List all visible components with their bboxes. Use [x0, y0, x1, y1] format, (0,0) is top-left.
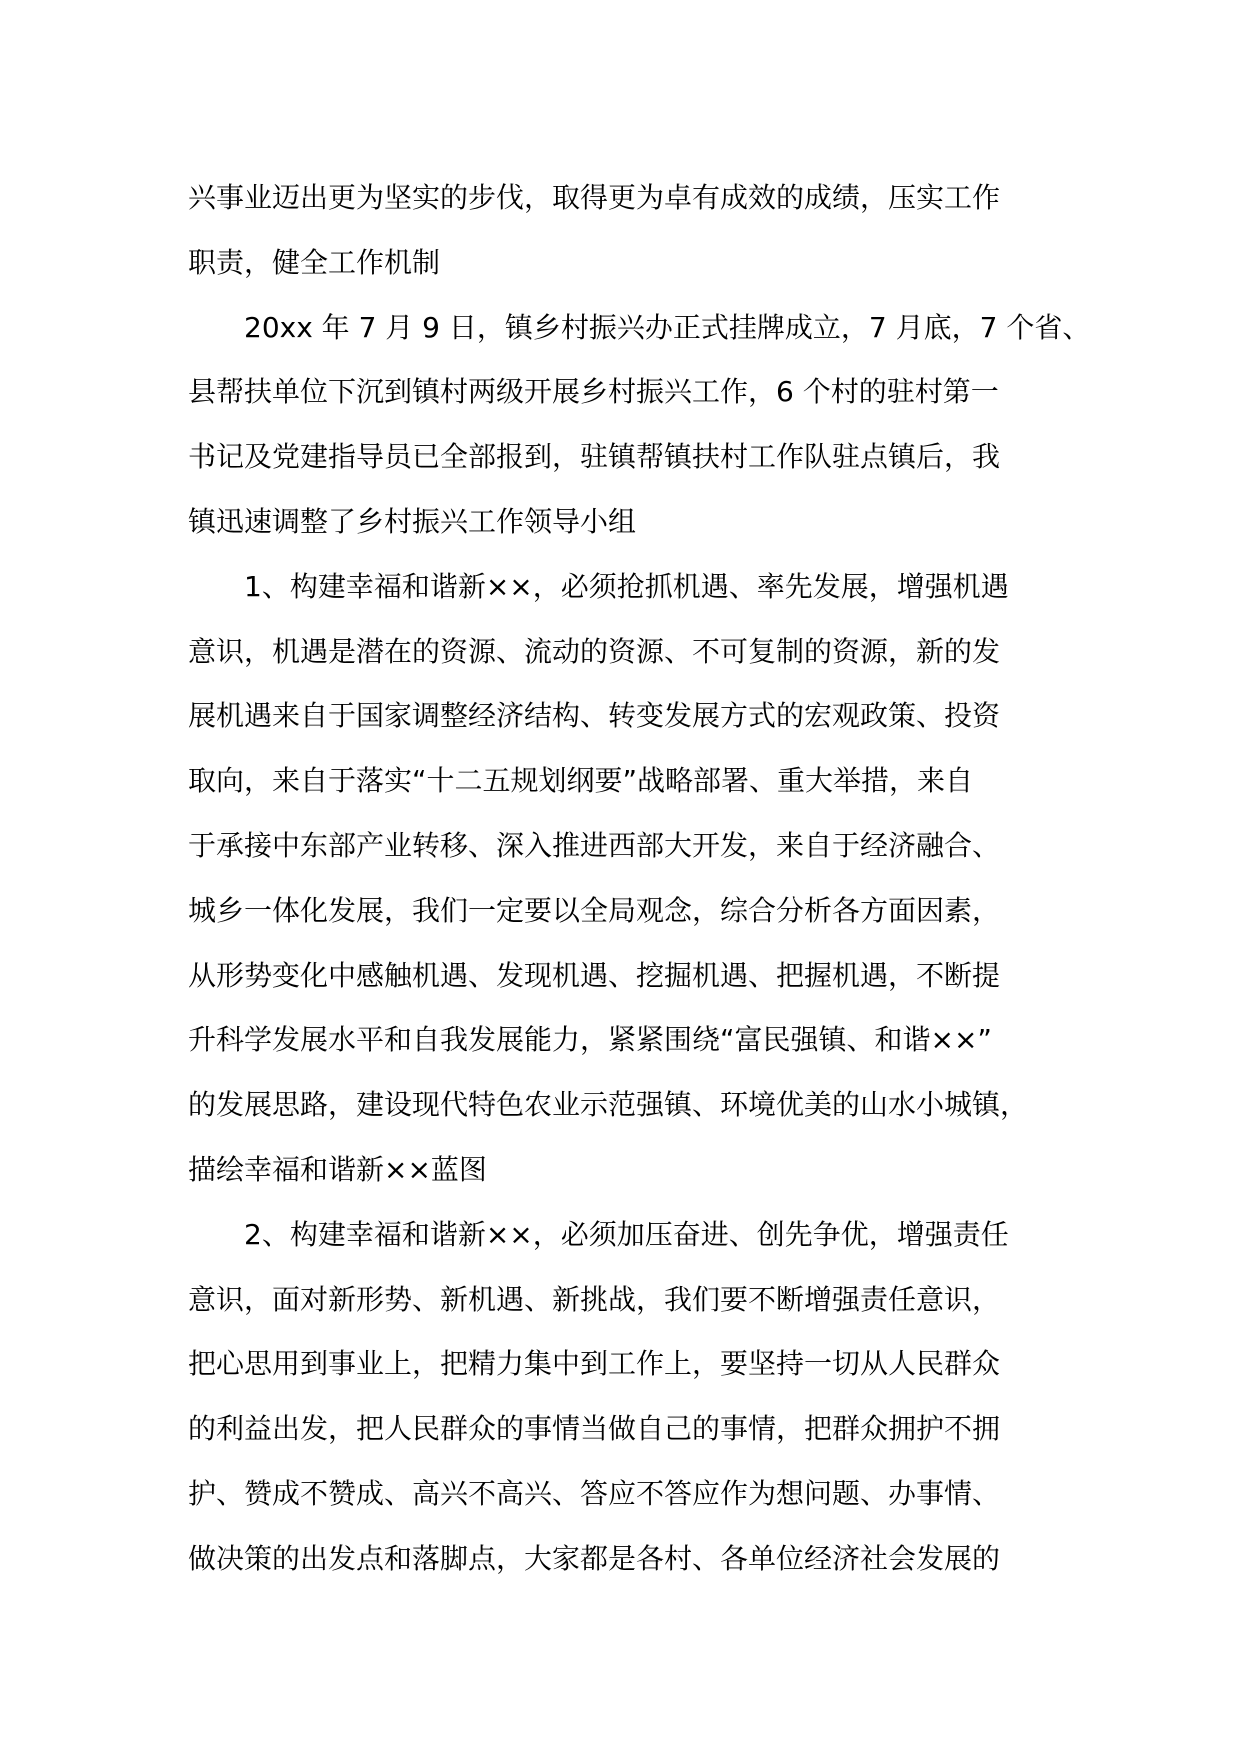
paragraph-4	[188, 1203, 1088, 1592]
text-line: 取向，来自于落实“十二五规划纲要”战略部署、重大举措，来自	[188, 764, 974, 798]
paragraph-3	[188, 555, 1088, 1203]
text-line: 做决策的出发点和落脚点，大家都是各村、各单位经济社会发展的	[188, 1541, 1001, 1575]
text-line: 书记及党建指导员已全部报到，驻镇帮镇扶村工作队驻点镇后，我	[188, 440, 1001, 474]
text-line: 从形势变化中感触机遇、发现机遇、挖掘机遇、把握机遇，不断提	[188, 958, 1001, 992]
text-line: 镇迅速调整了乡村振兴工作领导小组	[188, 504, 637, 538]
text-line: 1、构建幸福和谐新××，必须抢抓机遇、率先发展，增强机遇	[244, 569, 1009, 603]
text-line: 于承接中东部产业转移、深入推进西部大开发，来自于经济融合、	[188, 828, 1001, 862]
text-line: 意识，面对新形势、新机遇、新挑战，我们要不断增强责任意识，	[188, 1282, 1001, 1316]
text-line: 的利益出发，把人民群众的事情当做自己的事情，把群众拥护不拥	[188, 1412, 1001, 1446]
text-line: 职责，健全工作机制	[188, 245, 441, 279]
text-line: 县帮扶单位下沉到镇村两级开展乡村振兴工作，6 个村的驻村第一	[188, 375, 999, 409]
text-line: 升科学发展水平和自我发展能力，紧紧围绕“富民强镇、和谐××”	[188, 1023, 992, 1057]
text-line: 20xx 年 7 月 9 日，镇乡村振兴办正式挂牌成立，7 月底，7 个省、	[244, 310, 1091, 344]
document-body	[188, 166, 1091, 1592]
text-line: 描绘幸福和谐新××蓝图	[188, 1152, 487, 1186]
text-line: 展机遇来自于国家调整经济结构、转变发展方式的宏观政策、投资	[188, 699, 1001, 733]
text-line: 的发展思路，建设现代特色农业示范强镇、环境优美的山水小城镇，	[188, 1088, 1029, 1122]
paragraph-2	[188, 296, 1091, 555]
text-line: 2、构建幸福和谐新××，必须加压奋进、创先争优，增强责任	[244, 1217, 1009, 1251]
text-line: 城乡一体化发展，我们一定要以全局观念，综合分析各方面因素，	[188, 893, 1001, 927]
text-line: 把心思用到事业上，把精力集中到工作上，要坚持一切从人民群众	[188, 1347, 1001, 1381]
text-line: 意识，机遇是潜在的资源、流动的资源、不可复制的资源，新的发	[188, 634, 1001, 668]
paragraph-1	[188, 166, 1088, 296]
text-line: 护、赞成不赞成、高兴不高兴、答应不答应作为想问题、办事情、	[188, 1476, 1001, 1510]
text-line: 兴事业迈出更为坚实的步伐，取得更为卓有成效的成绩，压实工作	[188, 181, 1001, 214]
